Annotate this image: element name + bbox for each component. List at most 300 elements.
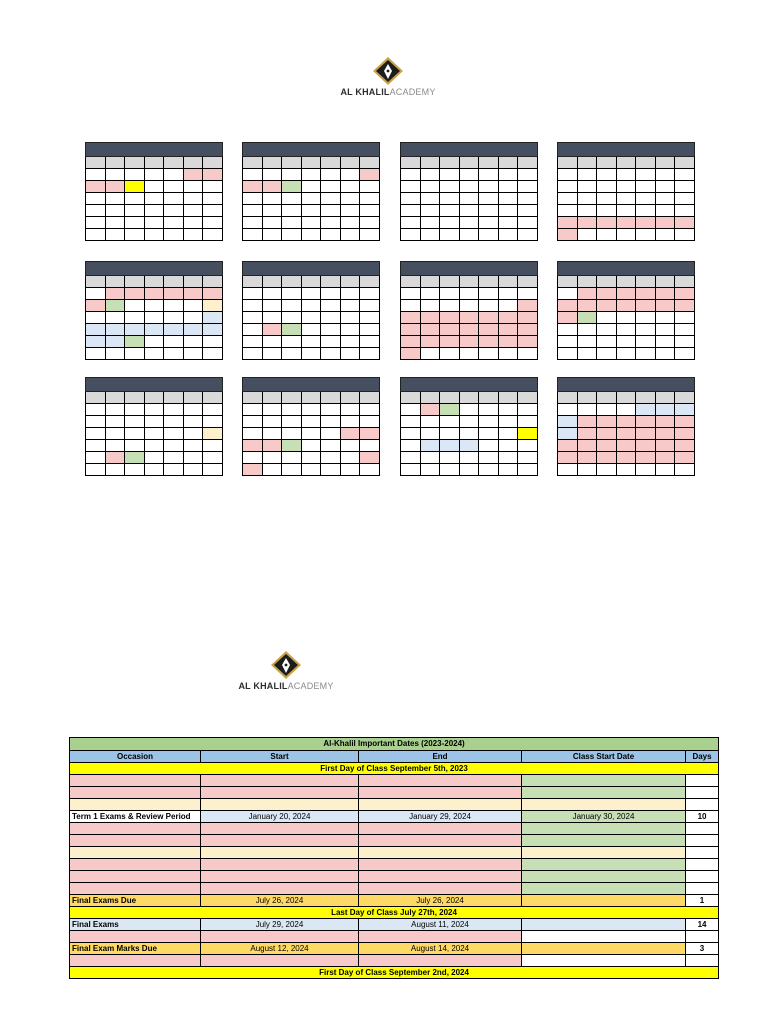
weekday-header-cell bbox=[164, 157, 184, 169]
day-cell bbox=[440, 336, 460, 348]
day-cell bbox=[499, 300, 519, 312]
day-cell bbox=[263, 348, 283, 360]
day-cell bbox=[184, 416, 204, 428]
cell-occasion bbox=[70, 823, 201, 835]
cell-end bbox=[359, 823, 522, 835]
day-cell bbox=[518, 464, 538, 476]
day-cell bbox=[656, 312, 676, 324]
weekday-header-cell bbox=[282, 392, 302, 404]
day-cell bbox=[617, 217, 637, 229]
day-cell bbox=[675, 217, 695, 229]
cell-days bbox=[686, 859, 719, 871]
day-cell bbox=[86, 452, 106, 464]
cell-days: 10 bbox=[686, 811, 719, 823]
day-cell bbox=[617, 229, 637, 241]
day-cell bbox=[106, 464, 126, 476]
day-cell bbox=[321, 288, 341, 300]
day-cell bbox=[440, 440, 460, 452]
day-cell bbox=[243, 300, 263, 312]
day-cell bbox=[636, 336, 656, 348]
day-cell bbox=[360, 181, 380, 193]
day-cell bbox=[263, 336, 283, 348]
day-cell bbox=[421, 229, 441, 241]
day-cell bbox=[302, 440, 322, 452]
weekday-header-cell bbox=[302, 157, 322, 169]
day-cell bbox=[360, 300, 380, 312]
day-cell bbox=[164, 312, 184, 324]
day-cell bbox=[578, 416, 598, 428]
day-cell bbox=[479, 416, 499, 428]
day-cell bbox=[460, 416, 480, 428]
day-cell bbox=[243, 336, 263, 348]
day-cell bbox=[86, 324, 106, 336]
cell-end bbox=[359, 775, 522, 787]
day-cell bbox=[106, 324, 126, 336]
day-cell bbox=[617, 169, 637, 181]
day-cell bbox=[164, 404, 184, 416]
table-row bbox=[70, 823, 719, 835]
month-calendar bbox=[85, 261, 223, 360]
day-cell bbox=[282, 193, 302, 205]
cell-end: July 26, 2024 bbox=[359, 895, 522, 907]
day-cell bbox=[184, 312, 204, 324]
day-cell bbox=[125, 288, 145, 300]
month-header bbox=[557, 261, 695, 276]
day-cell bbox=[203, 348, 223, 360]
day-cell bbox=[125, 217, 145, 229]
day-cell bbox=[321, 464, 341, 476]
weekday-header-cell bbox=[558, 276, 578, 288]
cell-class-start bbox=[522, 883, 686, 895]
table-row bbox=[70, 775, 719, 787]
day-cell bbox=[617, 324, 637, 336]
day-cell bbox=[518, 193, 538, 205]
weekday-header-cell bbox=[617, 392, 637, 404]
header-start: Start bbox=[201, 751, 359, 763]
day-cell bbox=[617, 348, 637, 360]
day-cell bbox=[360, 193, 380, 205]
day-cell bbox=[479, 464, 499, 476]
day-cell bbox=[203, 324, 223, 336]
day-cell bbox=[479, 404, 499, 416]
day-cell bbox=[282, 452, 302, 464]
day-cell bbox=[597, 300, 617, 312]
cell-class-start bbox=[522, 847, 686, 859]
day-cell bbox=[125, 169, 145, 181]
day-cell bbox=[460, 428, 480, 440]
weekday-header-cell bbox=[341, 157, 361, 169]
day-cell bbox=[263, 193, 283, 205]
day-cell bbox=[675, 205, 695, 217]
day-cell bbox=[145, 428, 165, 440]
weekday-header-cell bbox=[125, 276, 145, 288]
day-cell bbox=[302, 288, 322, 300]
day-cell bbox=[321, 440, 341, 452]
day-cell bbox=[460, 205, 480, 217]
cell-end: August 14, 2024 bbox=[359, 943, 522, 955]
day-cell bbox=[125, 452, 145, 464]
weekday-header-cell bbox=[302, 392, 322, 404]
day-cell bbox=[243, 404, 263, 416]
header-class-start: Class Start Date bbox=[522, 751, 686, 763]
weekday-header-cell bbox=[440, 157, 460, 169]
cell-start bbox=[201, 775, 359, 787]
day-cell bbox=[125, 312, 145, 324]
day-cell bbox=[558, 217, 578, 229]
day-cell bbox=[321, 181, 341, 193]
day-cell bbox=[597, 452, 617, 464]
cell-start bbox=[201, 847, 359, 859]
day-cell bbox=[558, 416, 578, 428]
day-cell bbox=[106, 229, 126, 241]
day-cell bbox=[578, 440, 598, 452]
day-cell bbox=[125, 324, 145, 336]
day-cell bbox=[597, 229, 617, 241]
day-cell bbox=[302, 229, 322, 241]
day-cell bbox=[401, 205, 421, 217]
cell-start: July 29, 2024 bbox=[201, 919, 359, 931]
weekday-header-cell bbox=[460, 392, 480, 404]
day-cell bbox=[617, 336, 637, 348]
cell-start bbox=[201, 931, 359, 943]
table-row bbox=[70, 811, 719, 823]
day-cell bbox=[203, 229, 223, 241]
day-cell bbox=[203, 300, 223, 312]
day-cell bbox=[341, 416, 361, 428]
day-cell bbox=[460, 324, 480, 336]
day-cell bbox=[499, 217, 519, 229]
day-cell bbox=[597, 416, 617, 428]
day-cell bbox=[440, 169, 460, 181]
month-days-grid bbox=[400, 157, 538, 241]
day-cell bbox=[636, 416, 656, 428]
day-cell bbox=[360, 428, 380, 440]
day-cell bbox=[106, 336, 126, 348]
day-cell bbox=[125, 300, 145, 312]
cell-end bbox=[359, 835, 522, 847]
day-cell bbox=[499, 193, 519, 205]
day-cell bbox=[675, 348, 695, 360]
month-days-grid bbox=[242, 392, 380, 476]
day-cell bbox=[401, 193, 421, 205]
day-cell bbox=[656, 229, 676, 241]
day-cell bbox=[656, 464, 676, 476]
day-cell bbox=[203, 217, 223, 229]
day-cell bbox=[125, 193, 145, 205]
cell-days bbox=[686, 787, 719, 799]
header-days: Days bbox=[686, 751, 719, 763]
month-days-grid bbox=[400, 392, 538, 476]
day-cell bbox=[106, 452, 126, 464]
day-cell bbox=[106, 193, 126, 205]
day-cell bbox=[360, 217, 380, 229]
day-cell bbox=[499, 452, 519, 464]
weekday-header-cell bbox=[636, 276, 656, 288]
day-cell bbox=[263, 452, 283, 464]
table-row bbox=[70, 787, 719, 799]
day-cell bbox=[184, 181, 204, 193]
day-cell bbox=[558, 300, 578, 312]
day-cell bbox=[125, 336, 145, 348]
cell-start: January 20, 2024 bbox=[201, 811, 359, 823]
cell-class-start bbox=[522, 943, 686, 955]
day-cell bbox=[282, 440, 302, 452]
day-cell bbox=[321, 312, 341, 324]
day-cell bbox=[321, 324, 341, 336]
weekday-header-cell bbox=[86, 276, 106, 288]
cell-end: August 11, 2024 bbox=[359, 919, 522, 931]
day-cell bbox=[302, 452, 322, 464]
day-cell bbox=[341, 181, 361, 193]
important-dates-table bbox=[69, 737, 719, 979]
day-cell bbox=[617, 440, 637, 452]
pen-nib-logo-icon bbox=[269, 650, 303, 680]
month-header bbox=[242, 142, 380, 157]
day-cell bbox=[578, 336, 598, 348]
day-cell bbox=[675, 452, 695, 464]
day-cell bbox=[499, 464, 519, 476]
cell-start bbox=[201, 859, 359, 871]
weekday-header-cell bbox=[401, 157, 421, 169]
day-cell bbox=[263, 229, 283, 241]
day-cell bbox=[164, 324, 184, 336]
day-cell bbox=[203, 312, 223, 324]
day-cell bbox=[243, 181, 263, 193]
cell-class-start bbox=[522, 859, 686, 871]
cell-occasion bbox=[70, 871, 201, 883]
day-cell bbox=[597, 288, 617, 300]
weekday-header-cell bbox=[421, 392, 441, 404]
day-cell bbox=[125, 428, 145, 440]
month-days-grid bbox=[400, 276, 538, 360]
day-cell bbox=[499, 169, 519, 181]
day-cell bbox=[617, 416, 637, 428]
day-cell bbox=[184, 217, 204, 229]
day-cell bbox=[360, 452, 380, 464]
day-cell bbox=[558, 348, 578, 360]
day-cell bbox=[479, 300, 499, 312]
day-cell bbox=[86, 217, 106, 229]
day-cell bbox=[184, 169, 204, 181]
day-cell bbox=[164, 428, 184, 440]
day-cell bbox=[282, 312, 302, 324]
weekday-header-cell bbox=[499, 157, 519, 169]
day-cell bbox=[203, 169, 223, 181]
day-cell bbox=[597, 312, 617, 324]
day-cell bbox=[243, 452, 263, 464]
day-cell bbox=[656, 169, 676, 181]
day-cell bbox=[421, 324, 441, 336]
day-cell bbox=[558, 312, 578, 324]
day-cell bbox=[401, 464, 421, 476]
day-cell bbox=[636, 300, 656, 312]
day-cell bbox=[518, 300, 538, 312]
day-cell bbox=[578, 217, 598, 229]
day-cell bbox=[479, 181, 499, 193]
day-cell bbox=[203, 404, 223, 416]
weekday-header-cell bbox=[617, 157, 637, 169]
day-cell bbox=[499, 324, 519, 336]
day-cell bbox=[578, 205, 598, 217]
month-calendar bbox=[557, 142, 695, 241]
day-cell bbox=[518, 348, 538, 360]
day-cell bbox=[421, 464, 441, 476]
day-cell bbox=[518, 181, 538, 193]
day-cell bbox=[479, 312, 499, 324]
weekday-header-cell bbox=[302, 276, 322, 288]
day-cell bbox=[578, 300, 598, 312]
day-cell bbox=[597, 428, 617, 440]
day-cell bbox=[636, 464, 656, 476]
weekday-header-cell bbox=[321, 157, 341, 169]
day-cell bbox=[302, 300, 322, 312]
day-cell bbox=[460, 193, 480, 205]
day-cell bbox=[282, 181, 302, 193]
day-cell bbox=[184, 404, 204, 416]
day-cell bbox=[675, 300, 695, 312]
day-cell bbox=[440, 193, 460, 205]
weekday-header-cell bbox=[243, 392, 263, 404]
day-cell bbox=[263, 181, 283, 193]
day-cell bbox=[106, 300, 126, 312]
day-cell bbox=[401, 416, 421, 428]
cell-class-start bbox=[522, 799, 686, 811]
cell-class-start bbox=[522, 919, 686, 931]
weekday-header-cell bbox=[341, 392, 361, 404]
day-cell bbox=[341, 324, 361, 336]
cell-end bbox=[359, 955, 522, 967]
cell-occasion: Final Exams Due bbox=[70, 895, 201, 907]
weekday-header-cell bbox=[106, 392, 126, 404]
day-cell bbox=[597, 324, 617, 336]
day-cell bbox=[106, 348, 126, 360]
day-cell bbox=[184, 229, 204, 241]
day-cell bbox=[360, 324, 380, 336]
day-cell bbox=[479, 428, 499, 440]
day-cell bbox=[460, 336, 480, 348]
day-cell bbox=[479, 452, 499, 464]
weekday-header-cell bbox=[558, 157, 578, 169]
day-cell bbox=[499, 336, 519, 348]
weekday-header-cell bbox=[360, 392, 380, 404]
weekday-header-cell bbox=[518, 392, 538, 404]
day-cell bbox=[145, 348, 165, 360]
day-cell bbox=[282, 336, 302, 348]
day-cell bbox=[597, 205, 617, 217]
day-cell bbox=[617, 181, 637, 193]
day-cell bbox=[321, 404, 341, 416]
day-cell bbox=[421, 288, 441, 300]
day-cell bbox=[164, 288, 184, 300]
day-cell bbox=[460, 452, 480, 464]
day-cell bbox=[578, 312, 598, 324]
month-days-grid bbox=[242, 276, 380, 360]
day-cell bbox=[360, 288, 380, 300]
day-cell bbox=[675, 169, 695, 181]
day-cell bbox=[321, 336, 341, 348]
weekday-header-cell bbox=[321, 276, 341, 288]
month-calendar bbox=[557, 261, 695, 360]
day-cell bbox=[243, 169, 263, 181]
cell-start: August 12, 2024 bbox=[201, 943, 359, 955]
day-cell bbox=[86, 181, 106, 193]
cell-class-start bbox=[522, 931, 686, 943]
weekday-header-cell bbox=[321, 392, 341, 404]
banner-text: Last Day of Class July 27th, 2024 bbox=[70, 907, 719, 919]
day-cell bbox=[145, 181, 165, 193]
day-cell bbox=[360, 312, 380, 324]
day-cell bbox=[597, 464, 617, 476]
day-cell bbox=[440, 452, 460, 464]
day-cell bbox=[518, 324, 538, 336]
weekday-header-cell bbox=[675, 276, 695, 288]
day-cell bbox=[499, 416, 519, 428]
day-cell bbox=[263, 324, 283, 336]
day-cell bbox=[243, 464, 263, 476]
table-title-row bbox=[70, 738, 719, 751]
cell-start bbox=[201, 787, 359, 799]
day-cell bbox=[558, 464, 578, 476]
weekday-header-cell bbox=[518, 157, 538, 169]
day-cell bbox=[479, 348, 499, 360]
cell-occasion bbox=[70, 787, 201, 799]
day-cell bbox=[86, 169, 106, 181]
day-cell bbox=[656, 181, 676, 193]
banner-row bbox=[70, 907, 719, 919]
month-days-grid bbox=[85, 392, 223, 476]
weekday-header-cell bbox=[440, 276, 460, 288]
day-cell bbox=[302, 428, 322, 440]
cell-days: 14 bbox=[686, 919, 719, 931]
day-cell bbox=[421, 428, 441, 440]
day-cell bbox=[558, 452, 578, 464]
table-header-row bbox=[70, 751, 719, 763]
weekday-header-cell bbox=[125, 392, 145, 404]
day-cell bbox=[401, 348, 421, 360]
day-cell bbox=[86, 312, 106, 324]
cell-class-start bbox=[522, 835, 686, 847]
day-cell bbox=[401, 288, 421, 300]
cell-occasion: Term 1 Exams & Review Period bbox=[70, 811, 201, 823]
day-cell bbox=[360, 169, 380, 181]
day-cell bbox=[302, 336, 322, 348]
weekday-header-cell bbox=[282, 157, 302, 169]
day-cell bbox=[617, 404, 637, 416]
day-cell bbox=[282, 217, 302, 229]
cell-class-start bbox=[522, 775, 686, 787]
day-cell bbox=[460, 217, 480, 229]
cell-days bbox=[686, 931, 719, 943]
day-cell bbox=[106, 312, 126, 324]
day-cell bbox=[421, 193, 441, 205]
cell-end bbox=[359, 931, 522, 943]
day-cell bbox=[282, 169, 302, 181]
day-cell bbox=[243, 205, 263, 217]
day-cell bbox=[164, 348, 184, 360]
day-cell bbox=[675, 336, 695, 348]
day-cell bbox=[302, 404, 322, 416]
day-cell bbox=[617, 193, 637, 205]
weekday-header-cell bbox=[558, 392, 578, 404]
weekday-header-cell bbox=[460, 157, 480, 169]
day-cell bbox=[302, 205, 322, 217]
day-cell bbox=[636, 404, 656, 416]
day-cell bbox=[558, 169, 578, 181]
table-row bbox=[70, 871, 719, 883]
weekday-header-cell bbox=[656, 276, 676, 288]
weekday-header-cell bbox=[86, 157, 106, 169]
day-cell bbox=[164, 300, 184, 312]
